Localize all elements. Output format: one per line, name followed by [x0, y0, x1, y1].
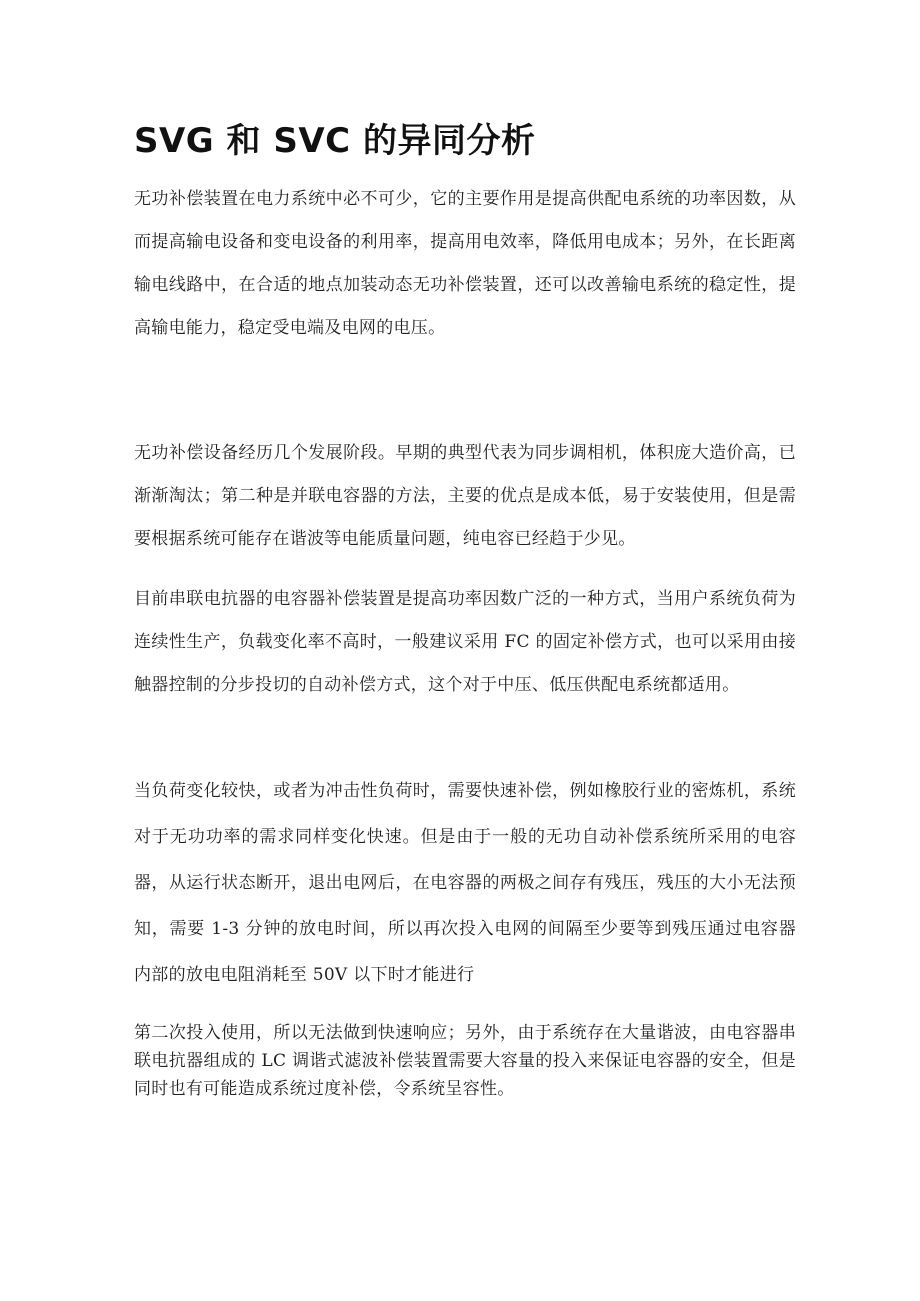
paragraph-fast-load-change: 当负荷变化较快，或者为冲击性负荷时，需要快速补偿，例如橡胶行业的密炼机，系统对于无功功率的需求同样变化快速。但是由于一般的无功自动补偿系统所采用的电容器，从运行状态断开，退出电网后，在电容器的两极之间存有残压，残压的大小无法预知，需要 1-3 分钟的放电时间，所以再次投入电网的间隔至少要等到残压通过电容器内部的放电电阻消耗至 50V 以下时才能进行 — [134, 781, 796, 985]
paragraph-intro: 无功补偿装置在电力系统中必不可少，它的主要作用是提高供配电系统的功率因数，从而提高输电设备和变电设备的利用率，提高用电效率，降低用电成本；另外，在长距离输电线路中，在合适的地点加装动态无功补偿装置，还可以改善输电系统的稳定性，提高输电能力，稳定受电端及电网的电压。 — [134, 189, 796, 338]
page-title: SVG 和 SVC 的异同分析 — [134, 121, 536, 161]
paragraph-series-reactor: 目前串联电抗器的电容器补偿装置是提高功率因数广泛的一种方式，当用户系统负荷为连续性生产，负载变化率不高时，一般建议采用 FC 的固定补偿方式，也可以采用由接触器控制的分步投切的自动补偿方式，这个对于中压、低压供配电系统都适用。 — [134, 589, 796, 695]
paragraph-development-stages: 无功补偿设备经历几个发展阶段。早期的典型代表为同步调相机，体积庞大造价高，已渐渐淘汰；第二种是并联电容器的方法，主要的优点是成本低，易于安装使用，但是需要根据系统可能存在谐波等电能质量问题，纯电容已经趋于少见。 — [134, 443, 796, 549]
paragraph-second-switching: 第二次投入使用，所以无法做到快速响应；另外，由于系统存在大量谐波，由电容器串联电抗器组成的 LC 调谐式滤波补偿装置需要大容量的投入来保证电容器的安全，但是同时也有可能造成系统过度补偿，令系统呈容性。 — [134, 1023, 796, 1099]
